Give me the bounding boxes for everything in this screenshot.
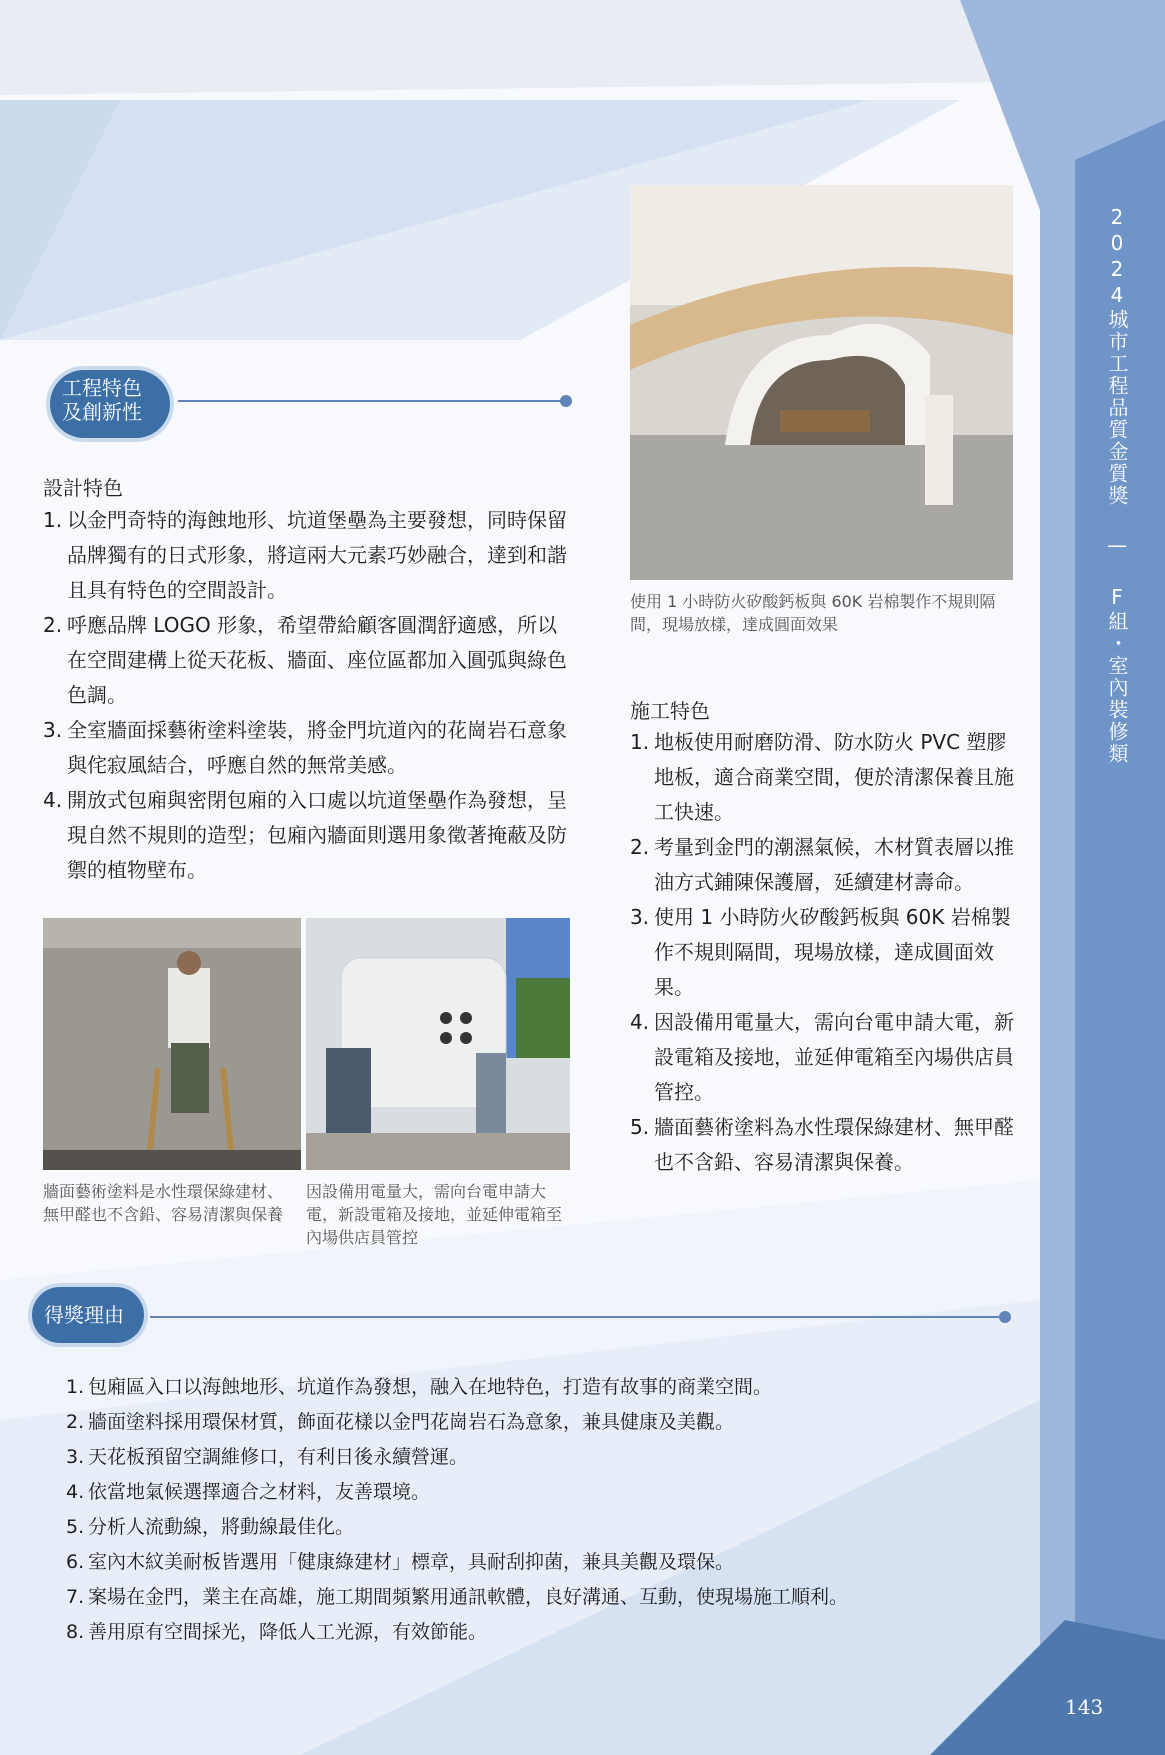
list-item: 3. 使用 1 小時防火矽酸鈣板與 60K 岩棉製作不規則隔間，現場放樣，達成圓面效果。	[630, 905, 1011, 999]
section-rule	[178, 400, 566, 402]
list-item: 4. 因設備用電量大，需向台電申請大電，新設電箱及接地，並延伸電箱至內場供店員管控。	[630, 1010, 1014, 1104]
list-item: 5. 牆面藝術塗料為水性環保綠建材、無甲醛也不含鉛、容易清潔與保養。	[630, 1115, 1014, 1174]
section-badge-reasons	[32, 1287, 144, 1343]
list-item: 3. 天花板預留空調維修口，有利日後永續營運。	[66, 1446, 469, 1468]
list-item: 1. 地板使用耐磨防滑、防水防火 PVC 塑膠地板，適合商業空間，便於清潔保養且施工快速。	[630, 730, 1014, 824]
side-title: 2024城市工程品質金質獎 — F組・室內裝修類	[1105, 205, 1129, 765]
list-item: 4. 開放式包廂與密閉包廂的入口處以坑道堡壘作為發想，呈現自然不規則的造型；包廂內牆面則選用象徵著掩蔽及防禦的植物壁布。	[43, 788, 567, 882]
construction-list	[630, 725, 1020, 1180]
design-list	[43, 503, 573, 888]
award-reasons-list	[66, 1370, 966, 1650]
list-item: 2. 呼應品牌 LOGO 形象，希望帶給顧客圓潤舒適感，所以在空間建構上從天花板、牆面、座位區都加入圓弧與綠色色調。	[43, 613, 567, 707]
list-item: 2. 考量到金門的潮濕氣候，木材質表層以推油方式鋪陳保護層，延續建材壽命。	[630, 835, 1014, 894]
page-number: 143	[1065, 1695, 1104, 1719]
section-badge-label: 得獎理由	[44, 1303, 124, 1327]
construction-heading: 施工特色	[630, 699, 710, 723]
middle-photo-caption: 因設備用電量大，需向台電申請大電，新設電箱及接地，並延伸電箱至內場供店員管控	[306, 1182, 563, 1247]
section-rule	[150, 1316, 1005, 1318]
left-photo-caption: 牆面藝術塗料是水性環保綠建材、無甲醛也不含鉛、容易清潔與保養	[43, 1182, 284, 1224]
electrical-photo	[306, 918, 570, 1170]
section-badge-label: 工程特色 及創新性	[62, 376, 142, 424]
list-item: 1. 包廂區入口以海蝕地形、坑道作為發想，融入在地特色，打造有故事的商業空間。	[66, 1376, 773, 1398]
list-item: 6. 室內木紋美耐板皆選用「健康綠建材」標章，具耐刮抑菌，兼具美觀及環保。	[66, 1551, 735, 1573]
painting-photo	[43, 918, 301, 1170]
top-photo-caption: 使用 1 小時防火矽酸鈣板與 60K 岩棉製作不規則隔間，現場放樣，達成圓面效果	[630, 592, 996, 634]
list-item: 4. 依當地氣候選擇適合之材料，友善環境。	[66, 1481, 431, 1503]
list-item: 2. 牆面塗料採用環保材質，飾面花樣以金門花崗岩石為意象，兼具健康及美觀。	[66, 1411, 735, 1433]
design-heading: 設計特色	[43, 476, 123, 500]
list-item: 5. 分析人流動線，將動線最佳化。	[66, 1516, 355, 1538]
list-item: 7. 案場在金門，業主在高雄，施工期間頻繁用通訊軟體，良好溝通、互動，使現場施工順利。	[66, 1586, 849, 1608]
partition-photo	[630, 185, 1013, 580]
list-item: 1. 以金門奇特的海蝕地形、坑道堡壘為主要發想，同時保留品牌獨有的日式形象，將這兩大元素巧妙融合，達到和諧且具有特色的空間設計。	[43, 508, 567, 602]
list-item: 8. 善用原有空間採光，降低人工光源，有效節能。	[66, 1621, 488, 1643]
list-item: 3. 全室牆面採藝術塗料塗裝，將金門坑道內的花崗岩石意象與侘寂風結合，呼應自然的無常美感。	[43, 718, 567, 777]
section-badge-features	[50, 370, 170, 438]
